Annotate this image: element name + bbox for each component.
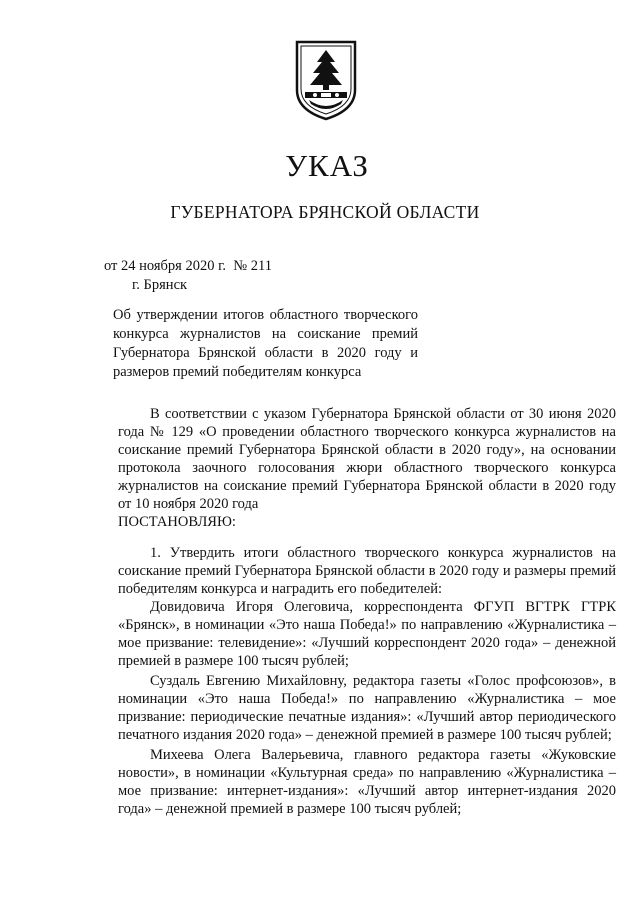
winner-paragraph: Суздаль Евгению Михайловну, редактора газеты «Голос профсоюзов», в номинации «Это наша Победа!» по направлению «Журналистика – мое призвание: периодические печатные издания»: «Лучший автор периодического печатного издания 2020 года» – денежной премией в размере 100 тысяч рублей; xyxy=(118,673,616,743)
decree-date-number: от 24 ноября 2020 г. № 211 xyxy=(104,258,272,274)
document-title: УКАЗ xyxy=(285,148,369,183)
winner-paragraph: Довидовича Игоря Олеговича, корреспондента ФГУП ВГТРК ГТРК «Брянск», в номинации «Это наша Победа!» по направлению «Журналистика – мое призвание: телевидение»: «Лучший корреспондент 2020 года» – денежной премией в размере 100 тысяч рублей; xyxy=(118,599,616,669)
preamble-paragraph: В соответствии с указом Губернатора Брянской области от 30 июня 2020 года № 129 «О проведении областного творческого конкурса журналистов на соискание премий Губернатора Брянской области в 2020 году», на основании протокола заочного голосования жюри областного творческого конкурса журналистов на соискание премий Губернатора Брянской области в 2020 году от 10 ноября 2020 года xyxy=(118,406,616,512)
decree-body xyxy=(118,405,616,818)
item-1-paragraph: 1. Утвердить итоги областного творческого конкурса журналистов на соискание премий Губернатора Брянской области в 2020 году и размеры премий победителям конкурса и наградить его победителей: xyxy=(118,545,616,597)
decree-word: ПОСТАНОВЛЯЮ: xyxy=(118,514,236,530)
document-subtitle: ГУБЕРНАТОРА БРЯНСКОЙ ОБЛАСТИ xyxy=(170,202,480,222)
decree-subject: Об утверждении итогов областного творческого конкурса журналистов на соискание премий Губернатора Брянской области в 2020 году и размеров премий победителям конкурса xyxy=(113,307,418,380)
coat-of-arms-icon xyxy=(291,38,361,122)
winner-paragraph: Михеева Олега Валерьевича, главного редактора газеты «Жуковские новости», в номинации «Культурная среда» по направлению «Журналистика – мое призвание: интернет-издания»: «Лучший автор интернет-издания 2020 года» – денежной премией в размере 100 тысяч рублей; xyxy=(118,747,616,817)
decree-city: г. Брянск xyxy=(132,277,188,293)
